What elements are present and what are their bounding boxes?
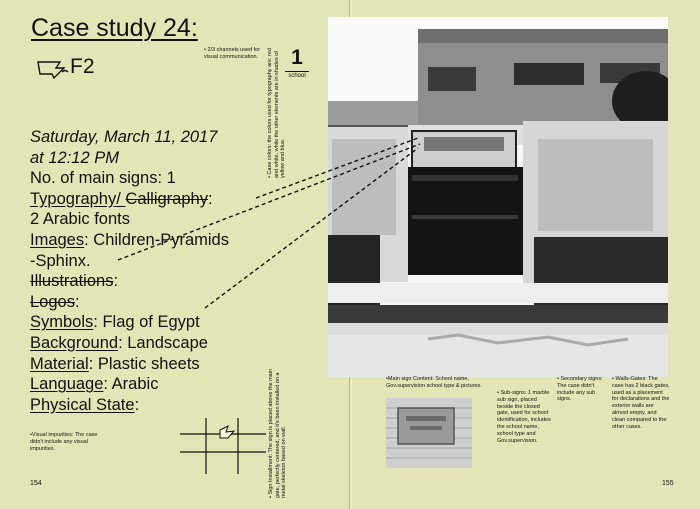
background-value: : Landscape <box>118 333 208 352</box>
images-label: Images <box>30 230 85 249</box>
symbols-value: : Flag of Egypt <box>93 313 200 332</box>
case-code: F2 <box>70 55 95 78</box>
main-sign-content-note: •Main sign Content: School name, Gov.supervision school type & pictures. <box>386 376 482 389</box>
symbols-label: Symbols <box>30 313 94 332</box>
images-line-2: -Sphinx. <box>30 251 91 270</box>
visual-impurities-note: •Visual impurities: The case didn't include any visual impurities. <box>30 432 98 452</box>
physical-state-label: Physical State <box>30 395 135 414</box>
material-label: Material <box>30 354 89 373</box>
page-title: Case study 24: <box>31 14 198 42</box>
sign-installment-note: • Sign Installment: The sign is placed above the main gate, perfectly centered, and it's been installed on a metal skeleton based on wall. <box>268 368 288 498</box>
channels-note: • 2/3 channels used for visual communication. <box>204 47 261 60</box>
language-label: Language <box>30 375 104 394</box>
logos-line: Logos: <box>30 292 80 311</box>
school-label: school <box>285 71 309 79</box>
page-number-right: 155 <box>662 480 674 487</box>
case-colors-note: • Case colors: the colors used for typography are: red and white, while the other elements are in shades of yellow and blue. <box>267 47 287 178</box>
calligraphy-label: Calligraphy <box>125 189 208 208</box>
sub-signs-note: • Sub-signs: 1 marble sub sign, placed beside the closed gate, used for school identification, includes the school name, school type and Gov.supervision. <box>497 390 551 444</box>
page-number-left: 154 <box>30 480 42 487</box>
illustrations-line: Illustrations: <box>30 272 119 291</box>
fonts-line: 2 Arabic fonts <box>30 210 130 229</box>
school-number: 1 <box>291 46 303 69</box>
main-signs-line: No. of main signs: 1 <box>30 169 176 188</box>
images-value: : Children-Pyramids <box>84 230 229 249</box>
illustrations-label: Illustrations <box>30 272 114 291</box>
logos-label: Logos <box>30 292 75 311</box>
secondary-signs-note: • Secondary signs: The case didn't include any sub signs. <box>557 376 603 403</box>
typography-label: Typography <box>30 189 117 208</box>
walls-gates-note: • Walls-Gates: The case has 2 black gates, used as a placement for declarations and the exterior walls are almost empty, and clean compared to the other cases. <box>612 376 670 430</box>
material-value: : Plastic sheets <box>88 354 200 373</box>
typography-line: Typography/ Calligraphy: <box>30 189 213 208</box>
time-line: at 12:12 PM <box>30 148 119 167</box>
physical-state-line: Physical State: <box>30 395 140 414</box>
background-label: Background <box>30 333 119 352</box>
sub-sign-photo <box>386 398 472 468</box>
date-line: Saturday, March 11, 2017 <box>30 128 218 146</box>
language-value: : Arabic <box>103 375 159 394</box>
